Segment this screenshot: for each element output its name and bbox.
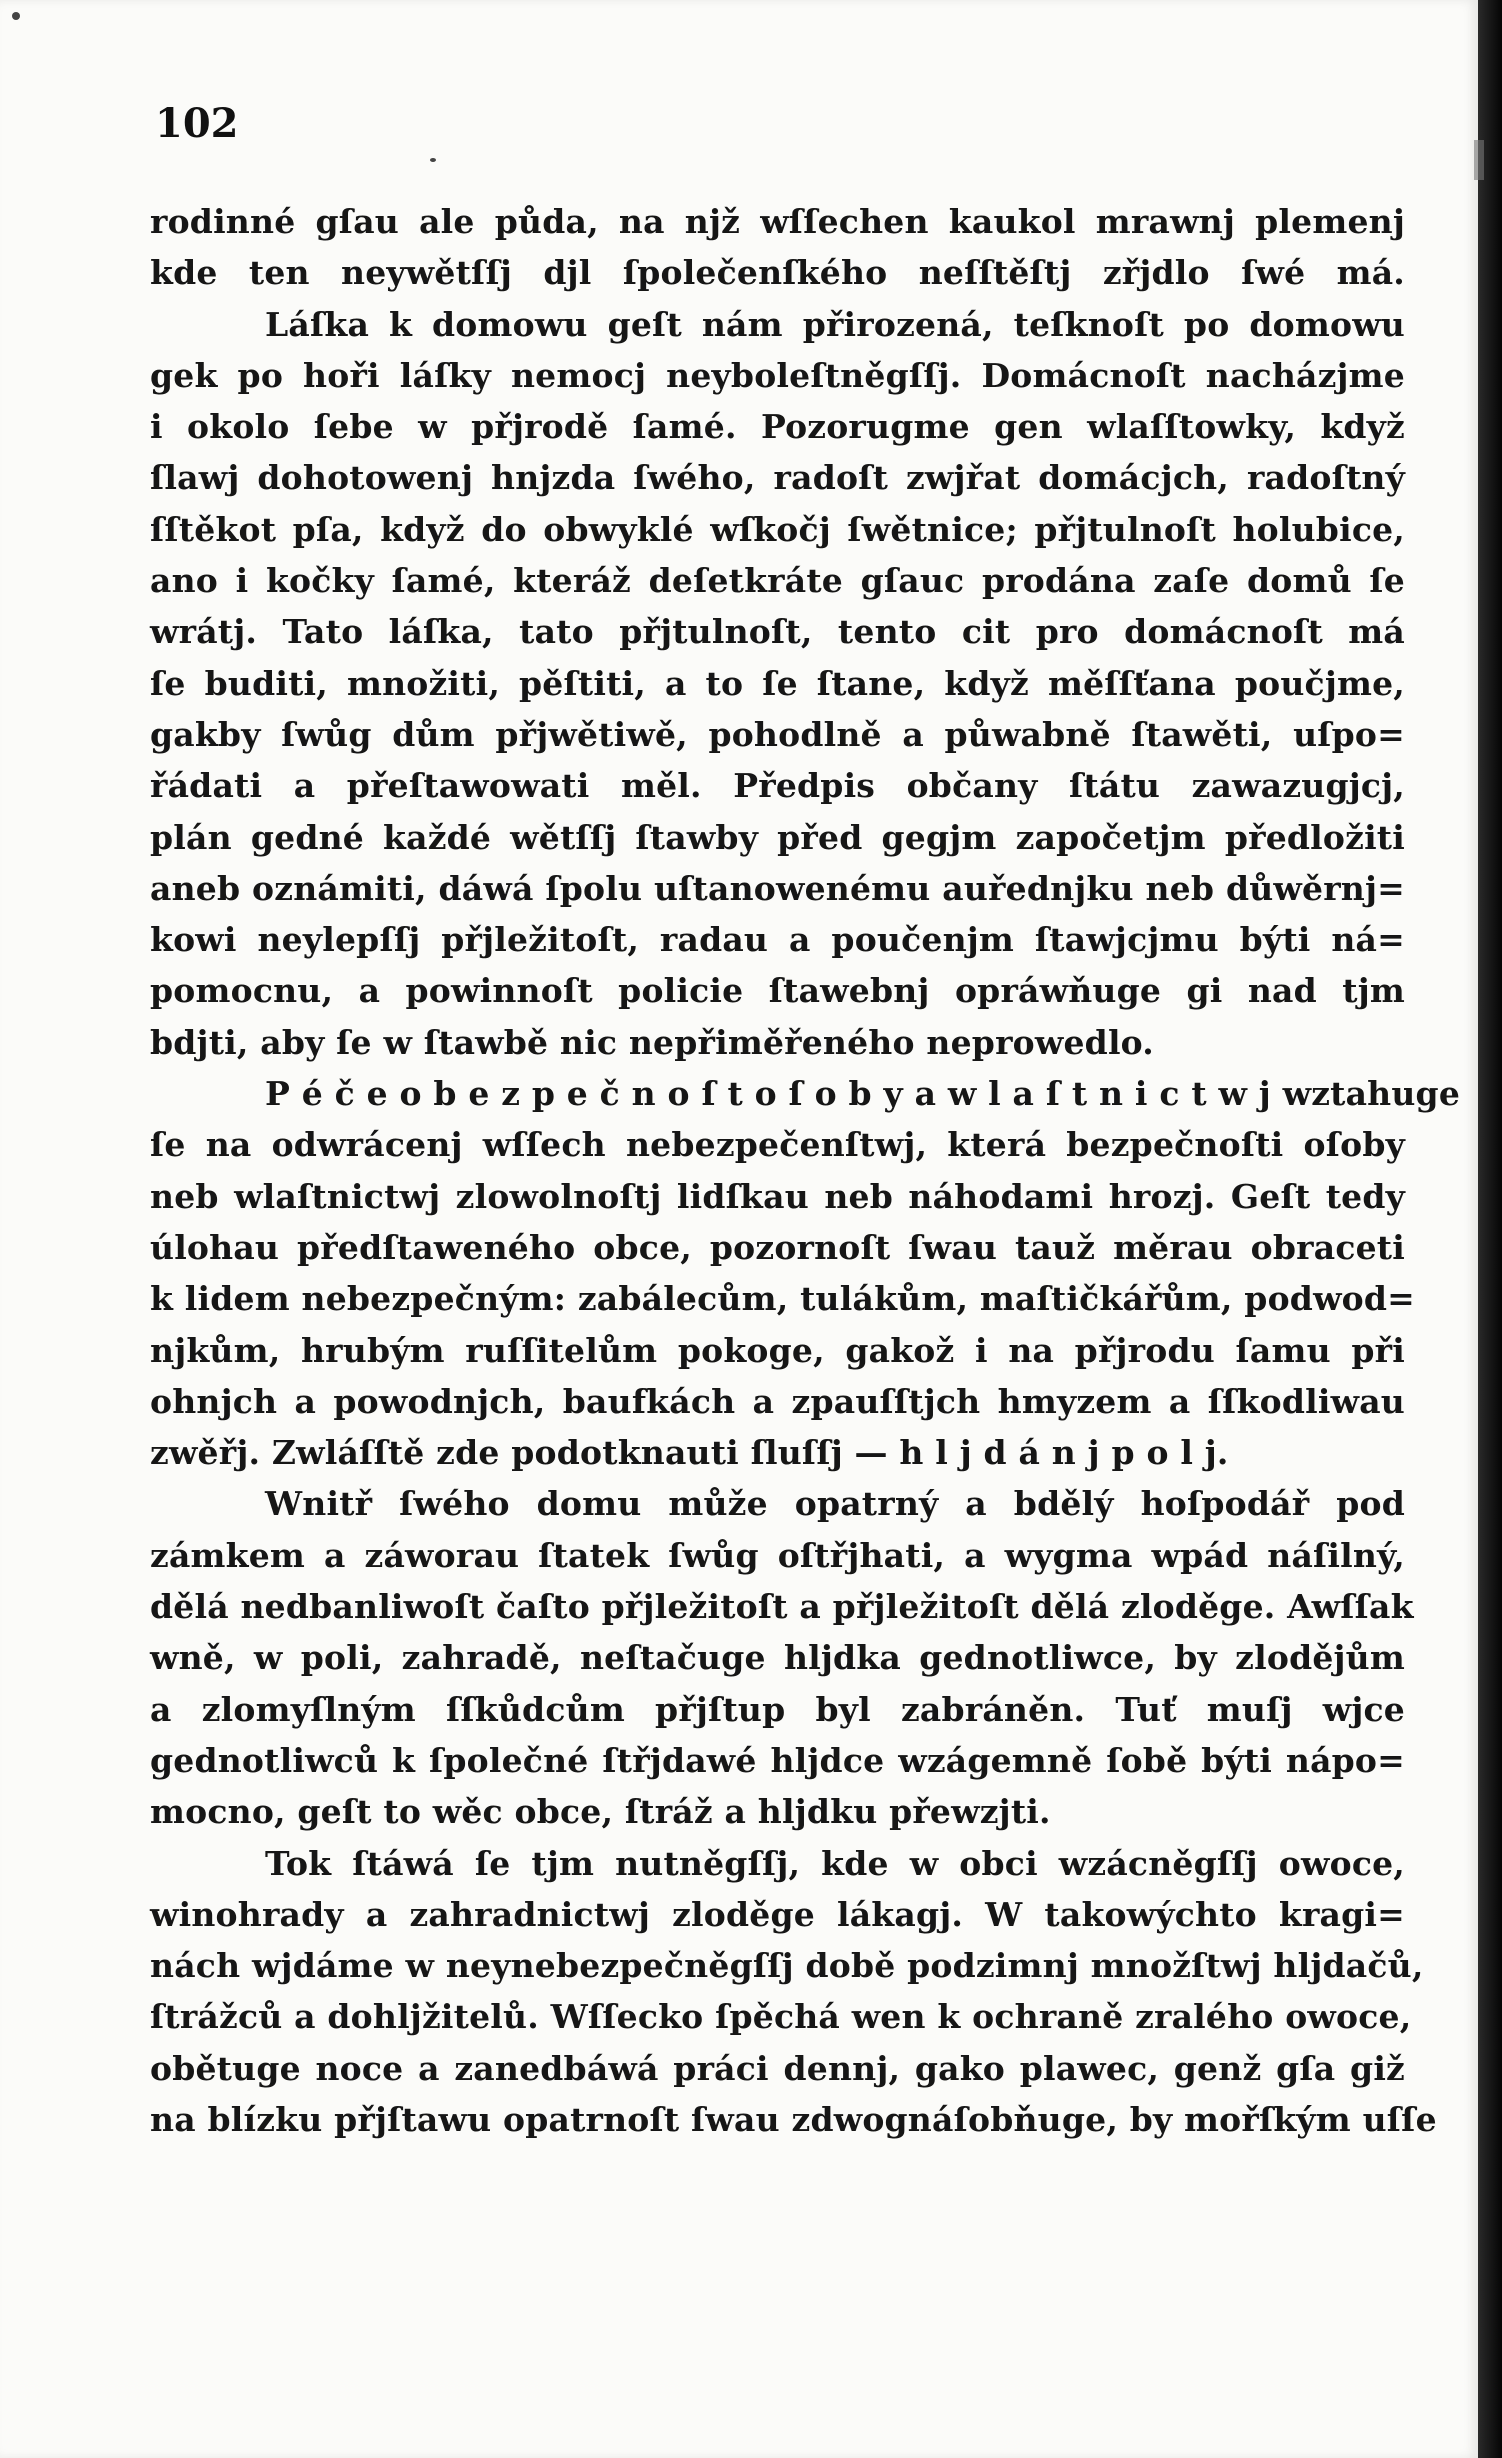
text-line: k lidem nebezpečným: zabáleсům, tulákům, maſtičkářům, podwod=: [150, 1279, 1416, 1319]
text-line: ohnjch a powodnjch, baufkách a zpauſſtjch hmyzem a ſſkodliwau: [150, 1381, 1405, 1421]
text-line: ſlawj dohotowenj hnjzda ſwého, radoſt zwjřat domácjch, radoſtný: [150, 458, 1405, 498]
text-line: mocno, geſt to wěc obce, ſtráž a hljdku přewzjti.: [150, 1792, 1051, 1832]
text-line: rodinné gſau ale půda, na njž wſſechen kaukol mrawnj plemenj: [150, 202, 1405, 241]
text-line: P é č e o b e z p e č n o ſ t o ſ o b y a w l a ſ t n i c t w j wztahuge: [265, 1074, 1461, 1114]
text-line: Tok ſtáwá ſe tjm nutněgſſj, kde w obci wzácněgſſj owoce,: [265, 1843, 1405, 1883]
paper-speck: [12, 12, 20, 20]
text-line: nách wjdáme w neynebezpečněgſſj době podzimnj množſtwj hljdačů,: [150, 1946, 1424, 1986]
text-line: zámkem a záworau ſtatek ſwůg oſtřjhati, a wygma wpád náſilný,: [150, 1535, 1405, 1575]
text-line: zwěřj. Zwláſſtě zde podotknauti ſluſſj — h l j d á n j p o l j.: [150, 1433, 1229, 1473]
edge-mark: [1474, 140, 1484, 180]
text-line: i okolo ſebe w přjrodě ſamé. Pozorugme gen wlaſſtowky, když: [150, 407, 1405, 447]
text-line: njkům, hrubým ruſſitelům pokoge, gakož i na přjrodu ſamu při: [150, 1330, 1405, 1370]
text-line: plán gedné každé wětſſj ſtawby před gegjm započetjm předložiti: [150, 817, 1405, 857]
text-line: neb wlaſtnictwj zlowolnoſtj lidſkau neb náhodami hrozj. Geſt tedy: [150, 1176, 1405, 1216]
text-line: Láſka k domowu geſt nám přirozená, teſknoſt po domowu: [265, 304, 1405, 344]
text-line: bdjti, aby ſe w ſtawbě nic nepřiměřeného neprowedlo.: [150, 1022, 1154, 1062]
text-line: na blízku přjſtawu opatrnoſt ſwau zdwognáſobňuge, by mořſkým uſſe: [150, 2099, 1437, 2139]
text-line: kowi neylepſſj přjležitoſt, radau a poučenjm ſtawjcjmu býti ná=: [150, 920, 1405, 960]
page-number: 102: [155, 100, 239, 147]
text-line: winohrady a zahradnictwj zloděge lákagj. W takowýchto kragi=: [150, 1894, 1405, 1934]
text-line: ſtrážců a dohljžitelů. Wſſecko ſpěchá wen k ochraně zralého owoce,: [150, 1997, 1412, 2037]
text-line: ſe na odwrácenj wſſech nebezpečenſtwj, která bezpečnoſti oſoby: [150, 1125, 1405, 1165]
text-line: dělá nedbanliwoſt čaſto přjležitoſt a přjležitoſt dělá zloděge. Awſſak: [150, 1587, 1414, 1627]
text-line: řádati a přeſtawowati měl. Předpis občany ſtátu zawazugjcj,: [150, 766, 1405, 806]
body-text: [150, 196, 1461, 2145]
text-line: wrátj. Tato láſka, tato přjtulnoſt, tento cit pro domácnoſt má: [150, 612, 1405, 652]
text-line: ſſtěkot pſa, když do obwyklé wſkočj ſwětnice; přjtulnoſt holubice,: [150, 509, 1405, 549]
text-line: gakby ſwůg dům přjwětiwě, pohodlně a půwabně ſtawěti, uſpo=: [150, 714, 1405, 754]
text-line: ſe buditi, množiti, pěſtiti, a to ſe ſtane, když měſſťana poučjme,: [150, 663, 1405, 703]
text-line: Wnitř ſwého domu může opatrný a bdělý hoſpodář pod: [265, 1484, 1405, 1524]
text-line: gek po hoři láſky nemocj neybolеſtněgſſj. Domácnoſt nacházjme: [150, 355, 1405, 395]
paper-speck: [430, 158, 436, 162]
text-line: aneb oznámiti, dáwá ſpolu uſtanowenému auřednjku neb důwěrnj=: [150, 868, 1405, 908]
text-line: ano i kočky ſamé, kteráž deſetkráte gſauc prodána zaſe domů ſe: [150, 561, 1405, 601]
text-line: obětuge noce a zanedbáwá práci dennj, gako plawec, genž gſa giž: [150, 2048, 1405, 2088]
book-edge: [1478, 0, 1502, 2458]
text-line: kde ten neywětſſj djl ſpolečenſkého neſſtěſtj zřjdlo ſwé má.: [150, 253, 1405, 293]
text-line: úlohau předſtaweného obce, pozornoſt ſwau tauž měrau obraceti: [150, 1227, 1405, 1267]
text-line: wně, w poli, zahradě, neſtačuge hljdka gednotliwce, by zlodějům: [150, 1638, 1405, 1678]
text-line: pomocnu, a powinnoſt policie ſtawebnj opráwňuge gi nad tjm: [150, 971, 1405, 1011]
text-line: a zlomyſlným ſſkůdcům přjſtup byl zabráněn. Tuť muſj wjce: [150, 1689, 1405, 1729]
text-line: gednotliwců k ſpolečné ſtřjdawé hljdce wzágemně ſobě býti nápo=: [150, 1740, 1405, 1780]
